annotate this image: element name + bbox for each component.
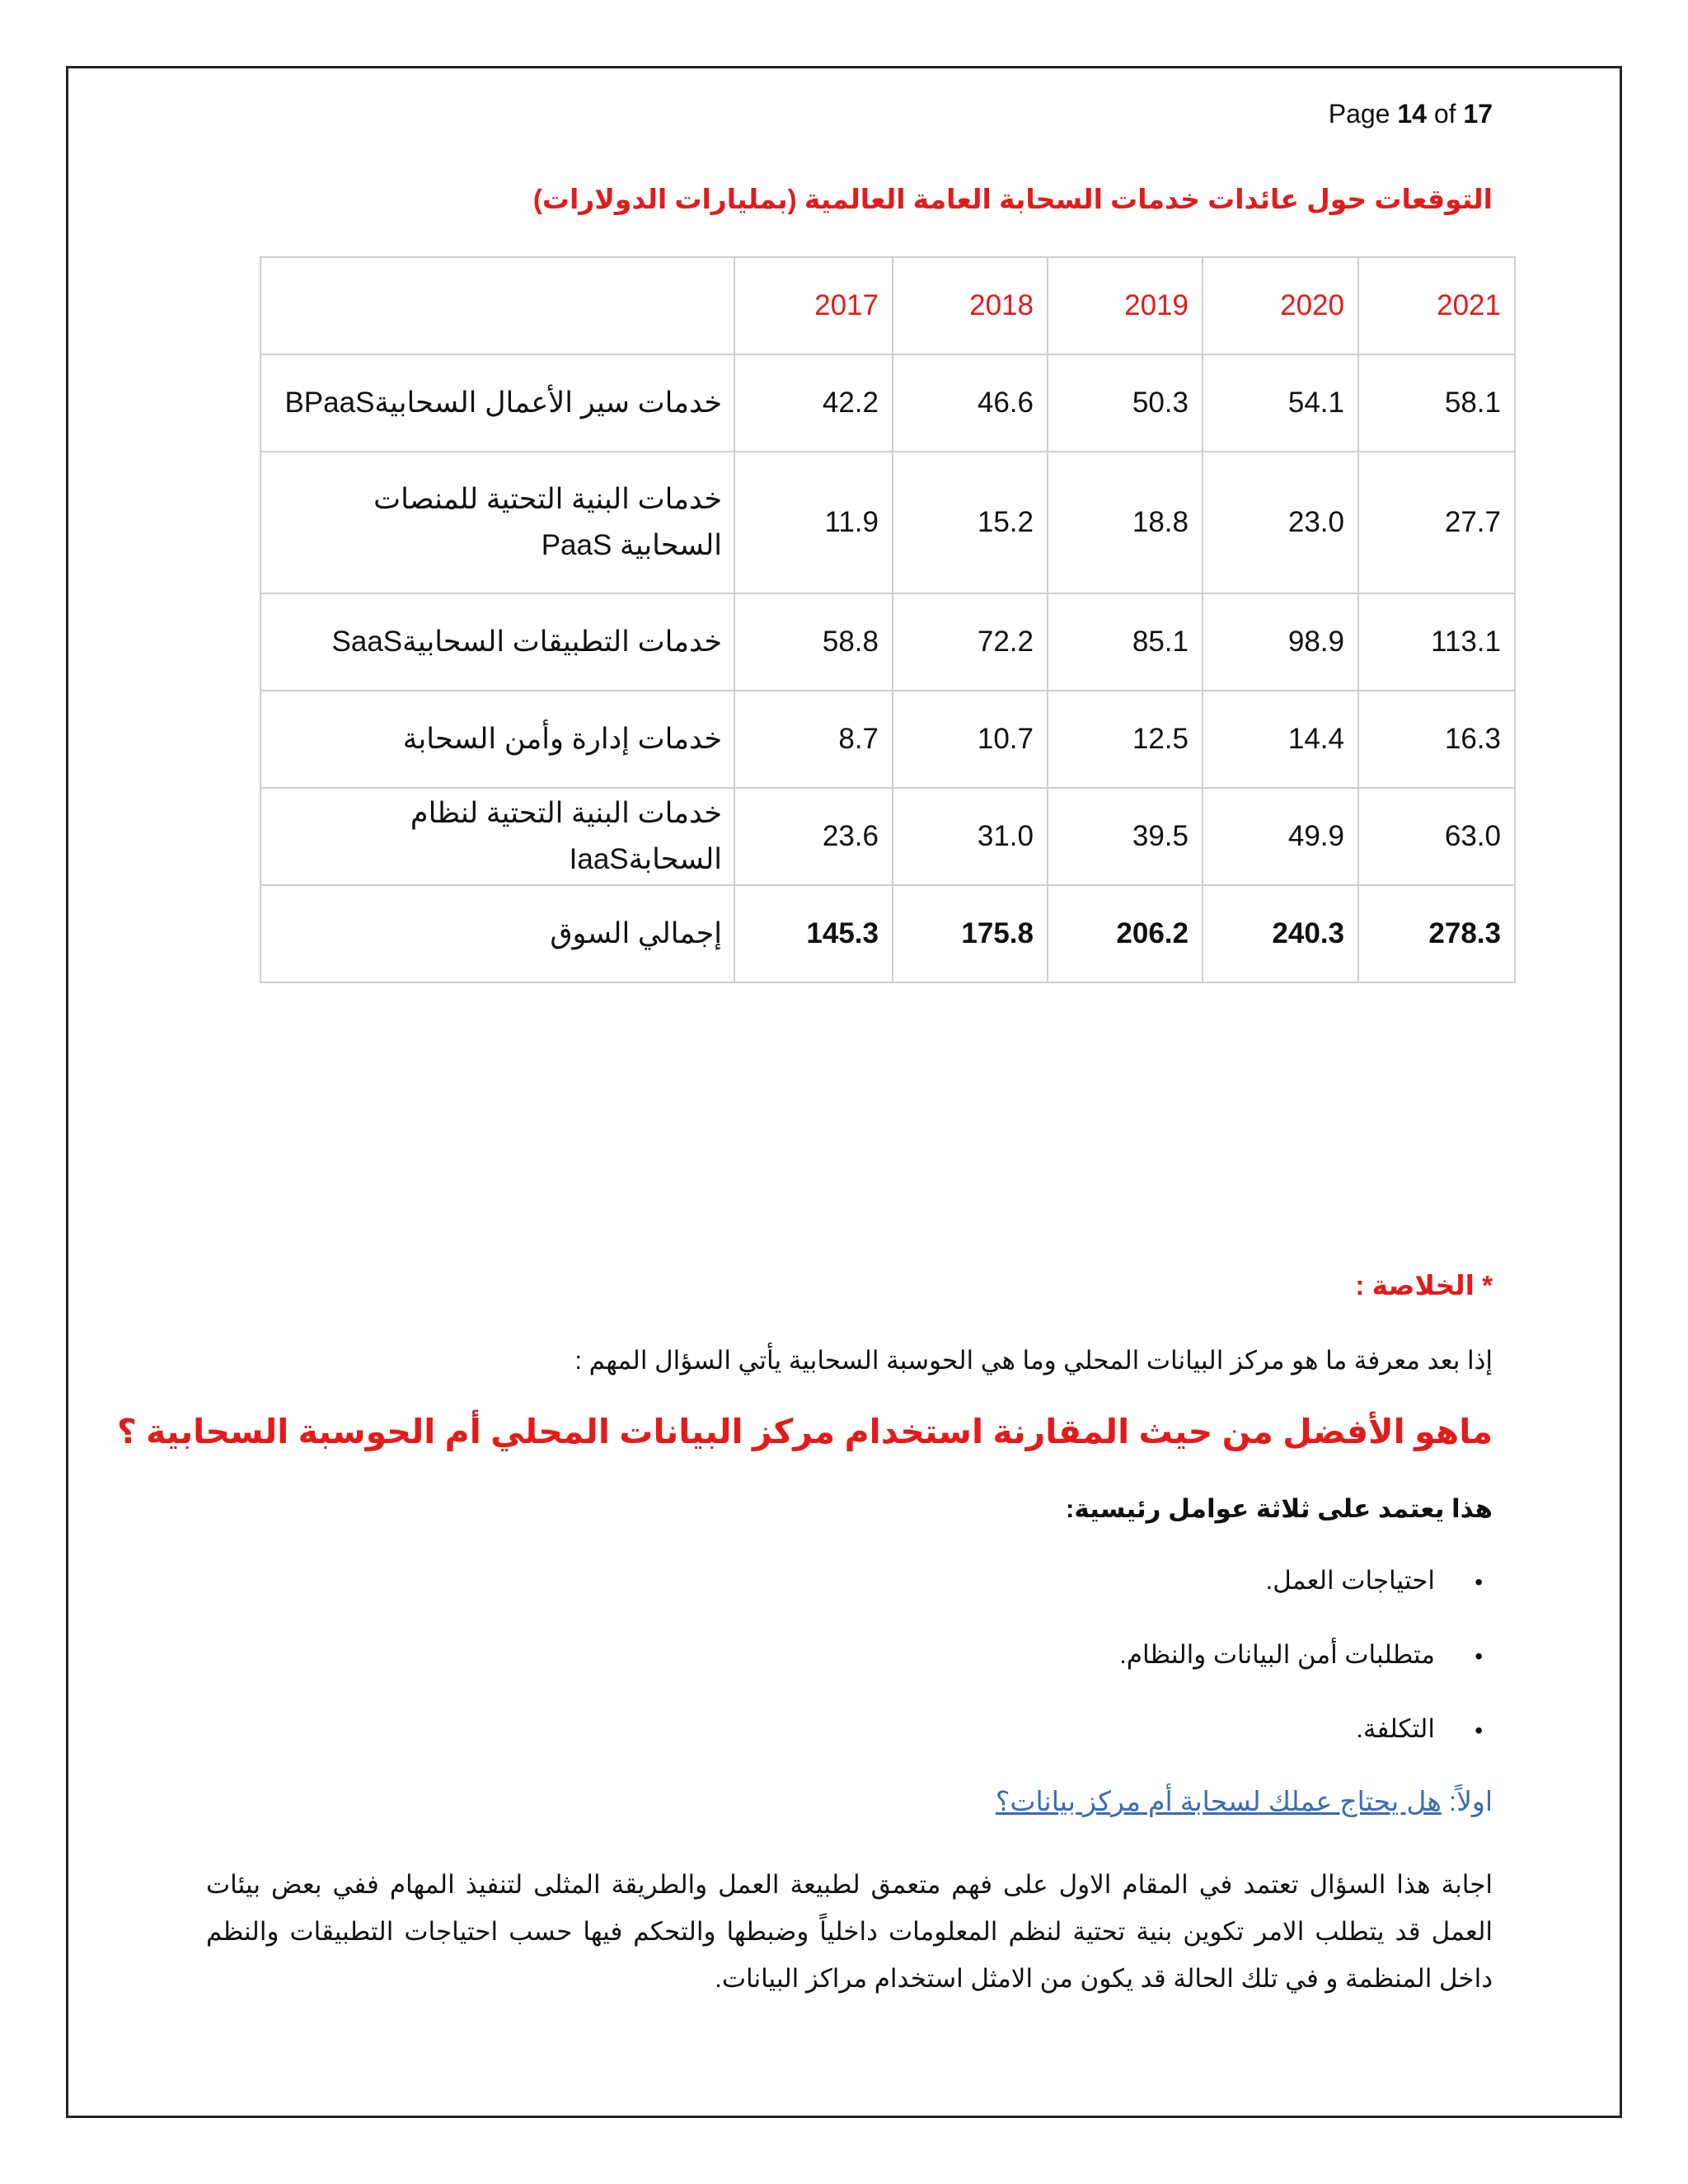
bullet-icon: •: [1475, 1718, 1483, 1743]
bullet-icon: •: [1475, 1643, 1483, 1669]
year-header: 2020: [1203, 257, 1358, 354]
table-total-row: [260, 885, 1515, 982]
list-item: • متطلبات أمن البيانات والنظام.: [1119, 1640, 1483, 1669]
table-cell: 85.1: [1048, 593, 1203, 691]
table-cell: 72.2: [893, 593, 1048, 691]
table-cell: 63.0: [1358, 788, 1515, 885]
table-cell: 240.3: [1203, 885, 1358, 982]
table-cell: 27.7: [1358, 452, 1515, 593]
table-cell: 113.1: [1358, 593, 1515, 691]
table-cell: 8.7: [734, 691, 893, 788]
table-header-row: [260, 257, 1515, 354]
row-label: خدمات سير الأعمال السحابيةBPaaS: [260, 354, 734, 452]
table-cell: 145.3: [734, 885, 893, 982]
firstly-question-link[interactable]: هل يحتاج عملك لسحابة أم مركز بيانات؟: [995, 1786, 1442, 1816]
factors-list: [1119, 1566, 1483, 1788]
row-label: خدمات البنية التحتية للمنصات السحابية PaaS: [260, 452, 734, 593]
table-cell: 12.5: [1048, 691, 1203, 788]
table-cell: 18.8: [1048, 452, 1203, 593]
table-cell: 31.0: [893, 788, 1048, 885]
table-cell: 16.3: [1358, 691, 1515, 788]
summary-heading: * الخلاصة :: [1355, 1270, 1493, 1301]
table-cell: 278.3: [1358, 885, 1515, 982]
intro-text: إذا بعد معرفة ما هو مركز البيانات المحلي وما هي الحوسبة السحابية يأتي السؤال المهم :: [574, 1346, 1493, 1375]
table-row: [260, 593, 1515, 691]
table-cell: 206.2: [1048, 885, 1203, 982]
table-row: [260, 691, 1515, 788]
year-header: 2017: [734, 257, 893, 354]
table-cell: 98.9: [1203, 593, 1358, 691]
table-cell: 42.2: [734, 354, 893, 452]
table-row: [260, 354, 1515, 452]
row-label: خدمات التطبيقات السحابيةSaaS: [260, 593, 734, 691]
table-cell: 14.4: [1203, 691, 1358, 788]
list-item: • احتياجات العمل.: [1265, 1566, 1483, 1595]
factors-heading: هذا يعتمد على ثلاثة عوامل رئيسية:: [1066, 1494, 1493, 1523]
bullet-icon: •: [1475, 1569, 1483, 1595]
table-cell: 175.8: [893, 885, 1048, 982]
revenue-table: [260, 256, 1516, 983]
year-header: 2018: [893, 257, 1048, 354]
table-cell: 46.6: [893, 354, 1048, 452]
table-title: التوقعات حول عائدات خدمات السحابة العامة العالمية (بمليارات الدولارات): [532, 184, 1493, 214]
row-label: خدمات البنية التحتية لنظام السحابةIaaS: [260, 788, 734, 885]
table-cell: 39.5: [1048, 788, 1203, 885]
table-cell: 23.6: [734, 788, 893, 885]
row-label: خدمات إدارة وأمن السحابة: [260, 691, 734, 788]
table-cell: 58.8: [734, 593, 893, 691]
table-cell: 15.2: [893, 452, 1048, 593]
page-number: Page 14 of 17: [1328, 99, 1493, 129]
year-header: 2021: [1358, 257, 1515, 354]
table-row: [260, 452, 1515, 593]
firstly-label: اولاً:: [1448, 1786, 1493, 1816]
answer-paragraph: اجابة هذا السؤال تعتمد في المقام الاول على فهم متعمق لطبيعة العمل والطريقة المثلى لتنفيذ المهام ففي بعض بيئات العمل قد يتطلب الامر تكوين بنية تحتية لنظم المعلومات داخلياً وضبطها والتحكم فيها حسب احتياجات التطبيقات والنظم داخل المنظمة و في تلك الحالة قد يكون من الامثل استخدام مراكز البيانات.: [206, 1870, 1493, 1993]
table-cell: 10.7: [893, 691, 1048, 788]
year-header: 2019: [1048, 257, 1203, 354]
table-cell: 54.1: [1203, 354, 1358, 452]
table-cell: 11.9: [734, 452, 893, 593]
header-empty-cell: [260, 257, 734, 354]
list-item: • التكلفة.: [1356, 1714, 1483, 1743]
main-question: ماهو الأفضل من حيث المقارنة استخدام مركز البيانات المحلي أم الحوسبة السحابية ؟: [116, 1413, 1493, 1451]
table-cell: 58.1: [1358, 354, 1515, 452]
table-cell: 49.9: [1203, 788, 1358, 885]
table-cell: 23.0: [1203, 452, 1358, 593]
row-label: إجمالي السوق: [260, 885, 734, 982]
table-row: [260, 788, 1515, 885]
firstly-heading: [996, 1785, 1493, 1817]
table-cell: 50.3: [1048, 354, 1203, 452]
